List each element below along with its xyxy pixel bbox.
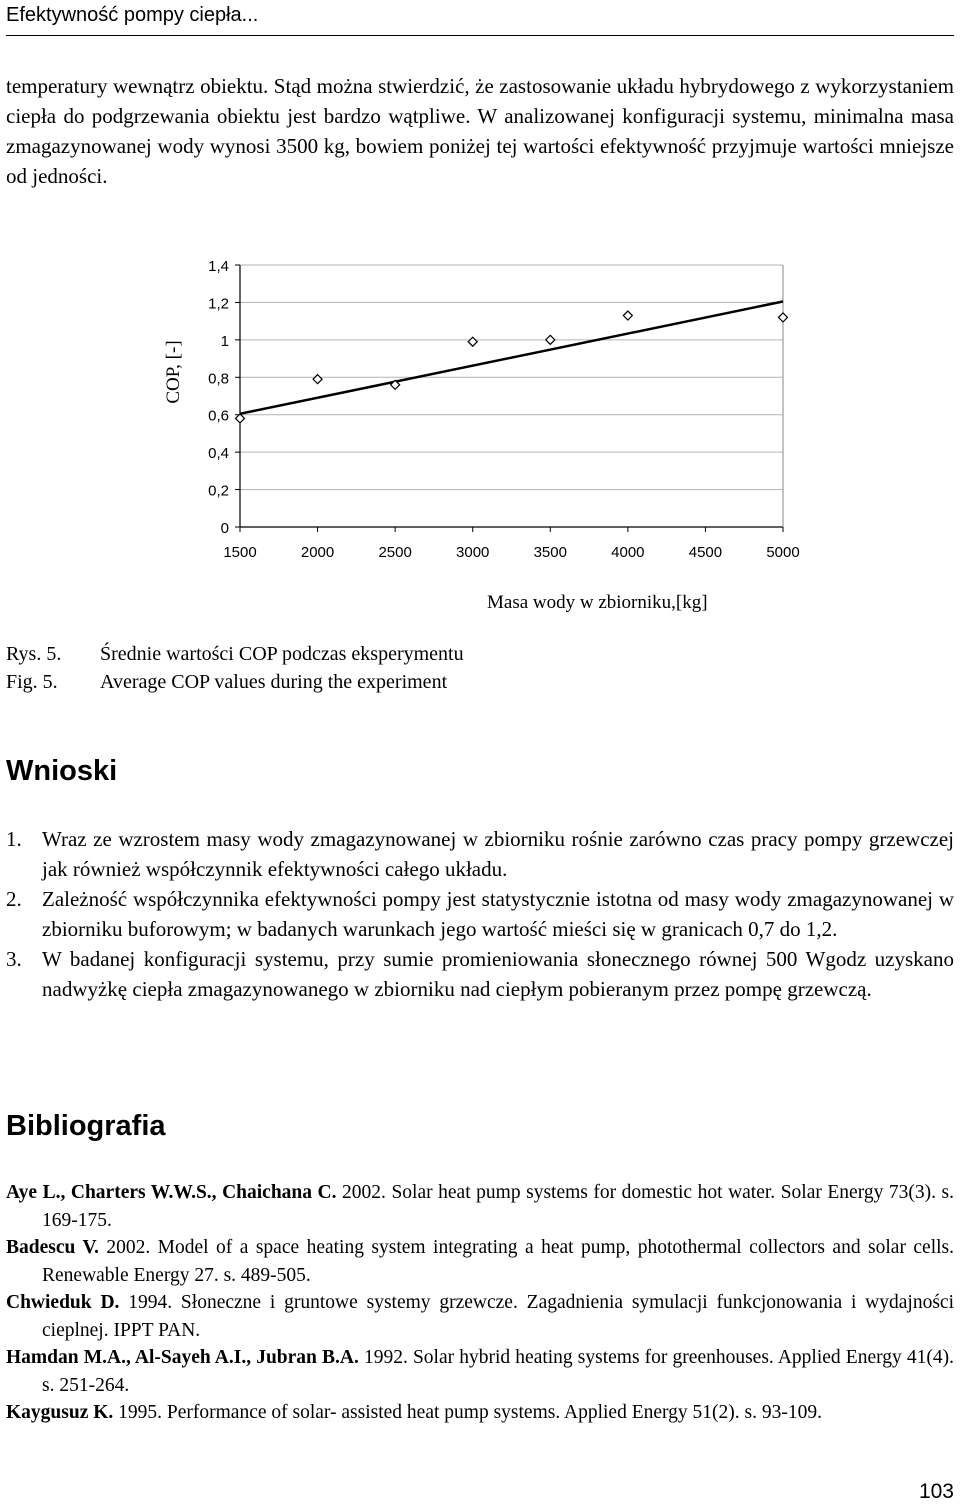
caption-label-pl: Rys. 5.	[6, 643, 62, 665]
chart-data-point	[468, 337, 477, 346]
chart-x-tick-label: 5000	[766, 544, 800, 561]
header-divider	[6, 35, 954, 36]
chart-y-tick-label: 0	[220, 520, 229, 537]
chart-points	[236, 311, 788, 423]
conclusion-text: W badanej konfiguracji systemu, przy sumie promieniowania słonecznego równej 500 Wgodz uzyskano nadwyżkę ciepła zmagazynowanego w zbiorniku nad ciepłym pobieranym przez pompę grzewczą.	[42, 947, 954, 1001]
reference-authors: Kaygusuz K.	[6, 1402, 114, 1423]
reference-item	[6, 1234, 954, 1289]
conclusion-text: Wraz ze wzrostem masy wody zmagazynowanej w zbiorniku rośnie zarówno czas pracy pompy grzewczej jak również współczynnik efektywności całego układu.	[42, 827, 954, 881]
chart-y-tick-label: 1,2	[208, 295, 229, 313]
chart-trendline-group	[240, 301, 783, 413]
chart-data-point	[623, 311, 632, 320]
chart-x-tick-label: 4000	[611, 544, 645, 561]
reference-authors: Aye L., Charters W.W.S., Chaichana C.	[6, 1182, 337, 1203]
conclusion-number: 1.	[6, 827, 22, 851]
reference-details: 2002. Model of a space heating system integrating a heat pump, photothermal collectors and solar cells. Renewable Energy 27. s. 489-505.	[42, 1237, 954, 1286]
bibliography-list	[6, 1179, 954, 1427]
chart-y-tick-label: 1	[220, 332, 229, 350]
reference-details: 2002. Solar heat pump systems for domestic hot water. Solar Energy 73(3). s. 169-175.	[42, 1182, 954, 1231]
running-title: Efektywność pompy ciepła...	[6, 4, 259, 26]
chart-y-tick-label: 0,6	[208, 407, 229, 425]
cop-chart	[0, 240, 960, 620]
conclusion-item	[6, 824, 954, 884]
chart-y-tick-label: 1,4	[208, 258, 229, 275]
reference-authors: Hamdan M.A., Al-Sayeh A.I., Jubran B.A.	[6, 1347, 359, 1368]
intro-paragraph	[6, 71, 954, 191]
chart-x-tick-label: 4500	[688, 544, 723, 561]
chart-x-tick-label: 2500	[378, 544, 412, 561]
reference-details: 1995. Performance of solar- assisted heat pump systems. Applied Energy 51(2). s. 93-109.	[113, 1402, 822, 1423]
conclusions-list	[6, 824, 954, 1004]
conclusion-text: Zależność współczynnika efektywności pompy jest statystycznie istotna od masy wody zmagazynowanej w zbiorniku buforowym; w badanych warunkach jego wartość mieści się w granicach 0,7 do 1,2.	[42, 887, 954, 941]
reference-item	[6, 1344, 954, 1399]
chart-trendline	[240, 301, 783, 413]
chart-y-axis-label: COP, [-]	[163, 340, 184, 404]
conclusion-item	[6, 884, 954, 944]
chart-y-tick-label: 0,8	[208, 370, 229, 388]
caption-text-pl: Średnie wartości COP podczas eksperymentu	[100, 643, 464, 665]
caption-row-en	[6, 668, 464, 696]
bibliography-heading: Bibliografia	[6, 1110, 166, 1142]
chart-tick-labels	[208, 258, 800, 561]
reference-item	[6, 1289, 954, 1344]
chart-x-axis-label: Masa wody w zbiorniku,[kg]	[487, 592, 708, 613]
reference-authors: Badescu V.	[6, 1237, 99, 1258]
chart-x-tick-label: 2000	[300, 544, 335, 561]
conclusion-item	[6, 944, 954, 1004]
chart-data-point	[236, 414, 245, 423]
chart-y-tick-label: 0,2	[208, 482, 229, 500]
caption-row-pl	[6, 640, 464, 668]
intro-text: temperatury wewnątrz obiektu. Stąd można stwierdzić, że zastosowanie układu hybrydowego z wykorzystaniem ciepła do podgrzewania obiektu jest bardzo wątpliwe. W analizowanej konfiguracji systemu, minimalna masa zmagazynowanej wody wynosi 3500 kg, bowiem poniżej tej wartości efektywność przyjmuje wartości mniejsze od jedności.	[6, 74, 954, 188]
chart-x-tick-label: 1500	[223, 544, 257, 561]
chart-data-point	[779, 313, 788, 322]
reference-authors: Chwieduk D.	[6, 1292, 120, 1313]
page-number: 103	[918, 1480, 954, 1503]
reference-details: 1992. Solar hybrid heating systems for greenhouses. Applied Energy 41(4). s. 251-264.	[42, 1347, 954, 1396]
chart-y-tick-label: 0,4	[208, 445, 229, 463]
chart-x-tick-label: 3000	[456, 544, 490, 561]
conclusion-number: 3.	[6, 947, 22, 971]
conclusions-heading: Wnioski	[6, 755, 118, 787]
chart-data-point	[546, 335, 555, 344]
reference-details: 1994. Słoneczne i gruntowe systemy grzewcze. Zagadnienia symulacji funkcjonowania i wydajności cieplnej. IPPT PAN.	[42, 1292, 955, 1341]
reference-item	[6, 1399, 954, 1427]
chart-x-tick-label: 3500	[533, 544, 567, 561]
caption-label-en: Fig. 5.	[6, 671, 58, 693]
figure-caption	[6, 640, 464, 696]
caption-text-en: Average COP values during the experiment	[100, 671, 448, 693]
reference-item	[6, 1179, 954, 1234]
conclusion-number: 2.	[6, 887, 22, 911]
chart-data-point	[313, 375, 322, 384]
